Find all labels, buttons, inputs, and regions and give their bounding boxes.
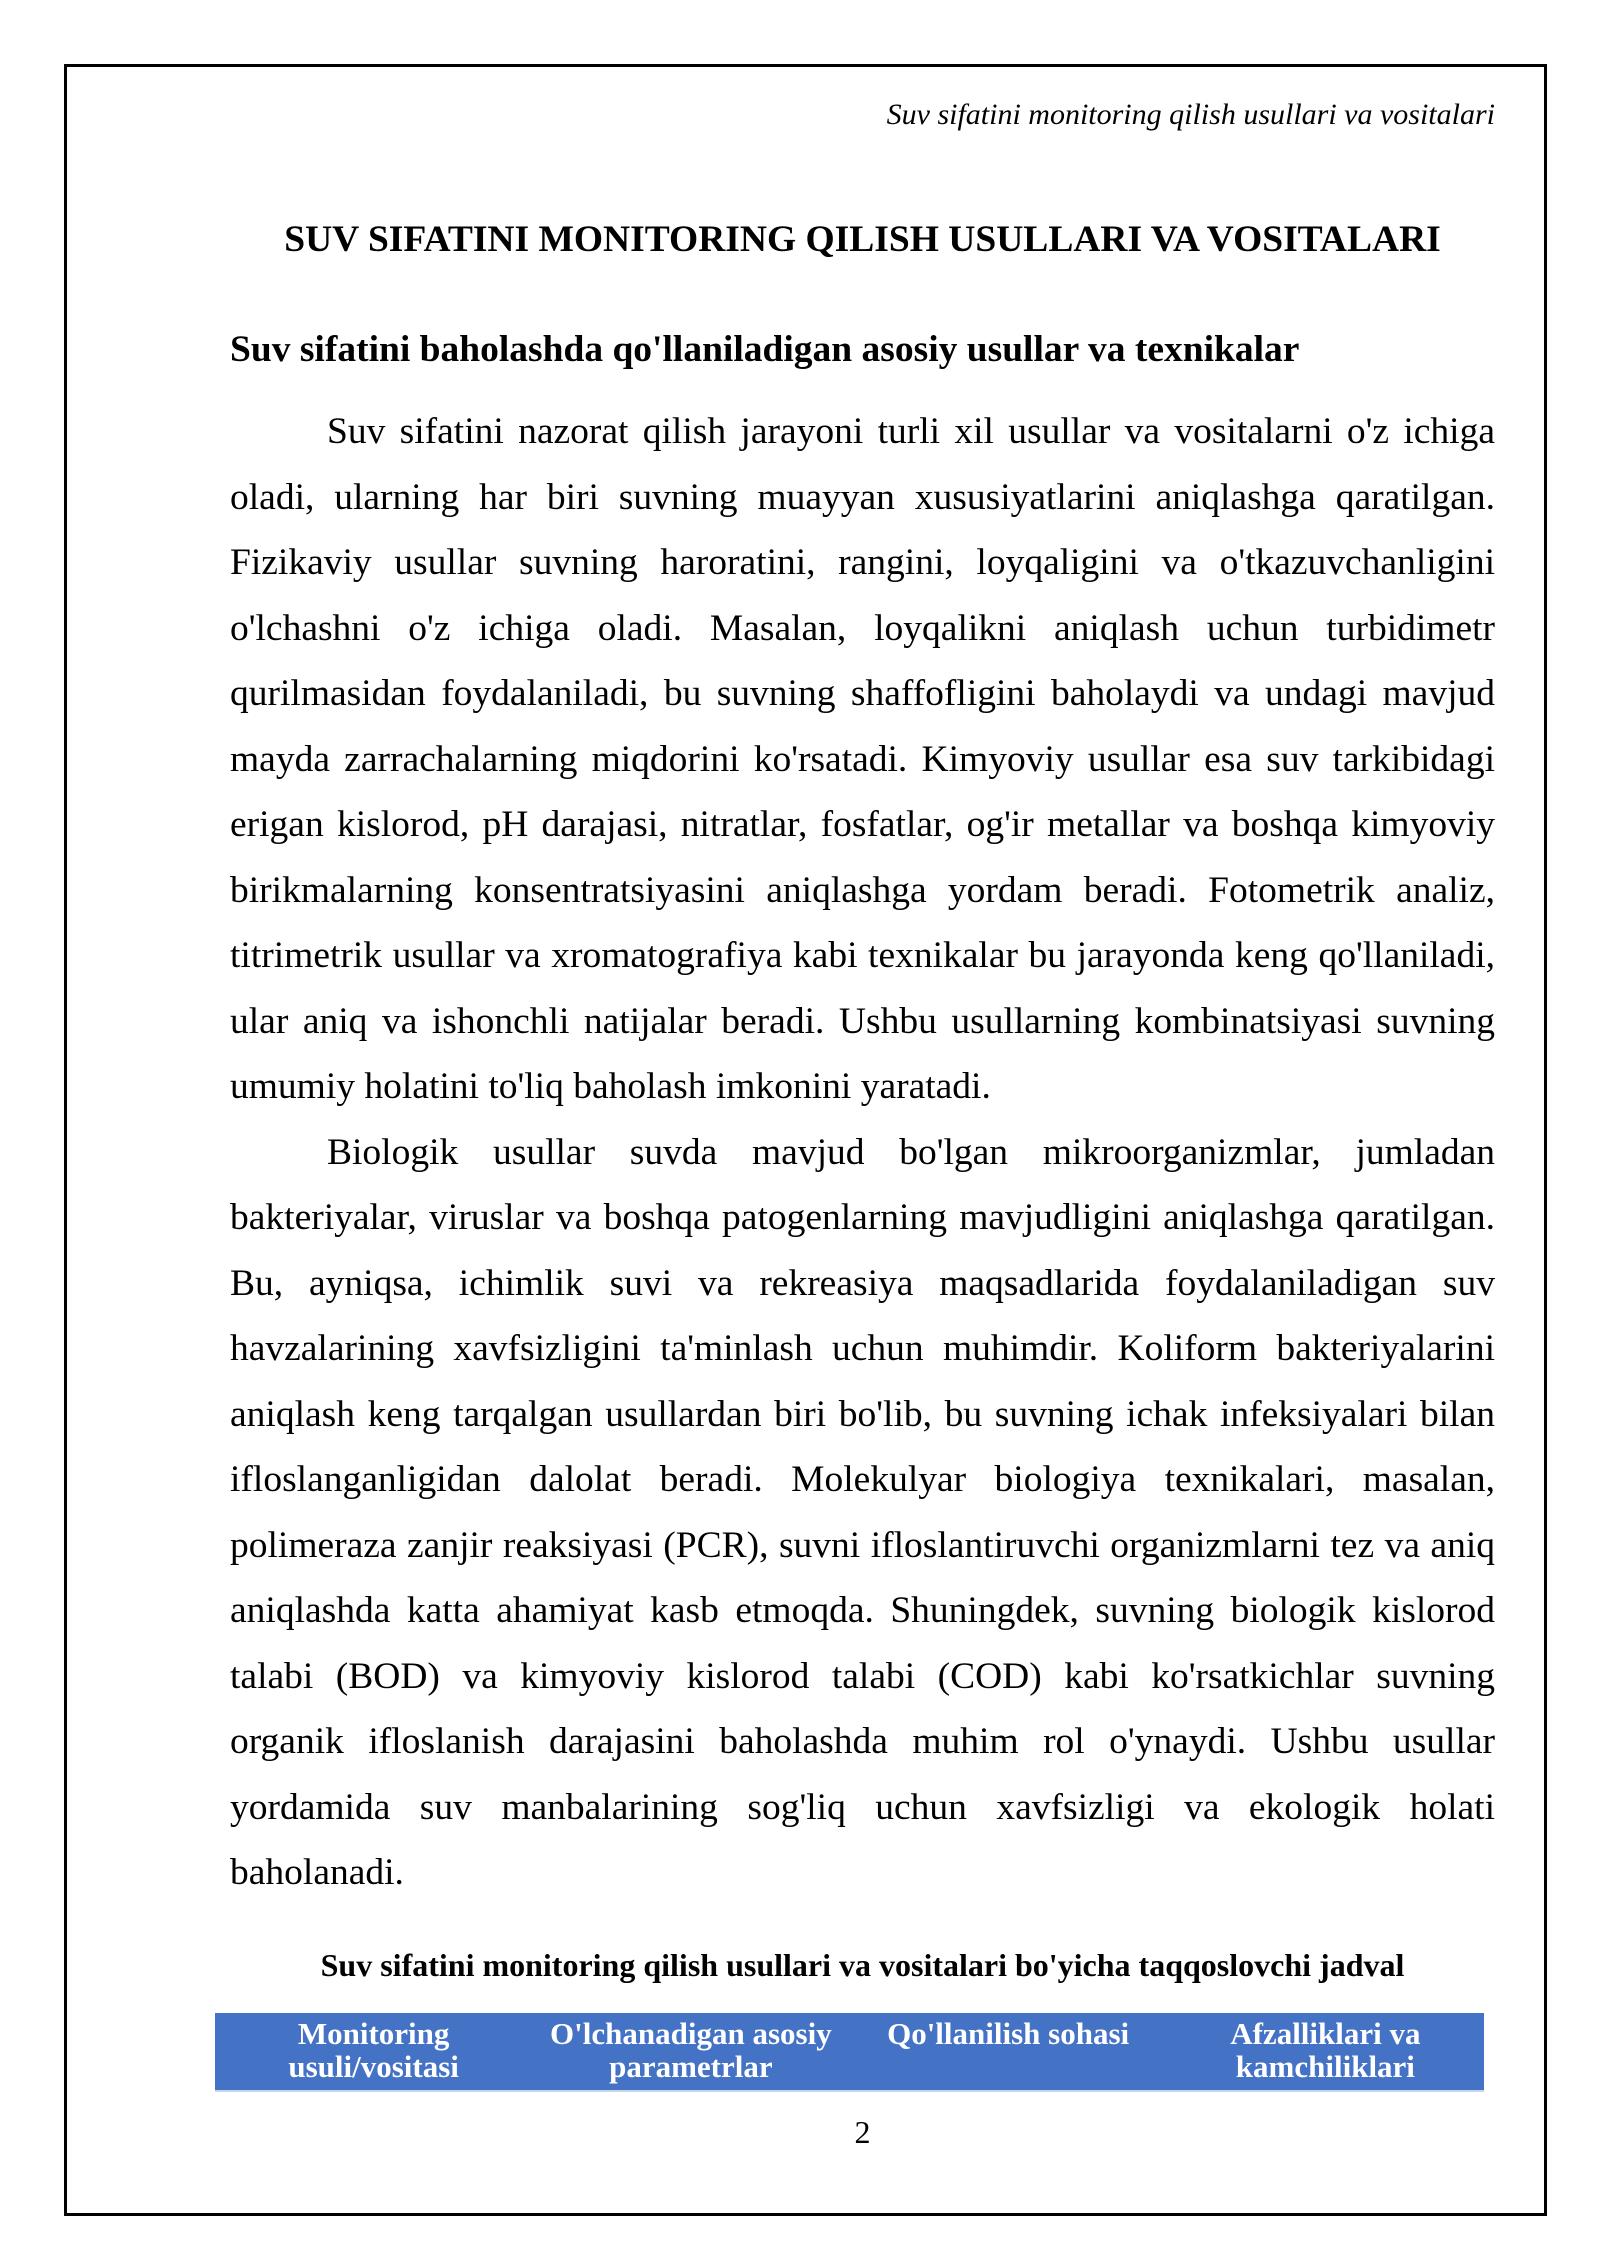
- running-header: Suv sifatini monitoring qilish usullari va vositalari: [886, 98, 1495, 131]
- document-title: SUV SIFATINI MONITORING QILISH USULLARI VA VOSITALARI: [284, 219, 1441, 260]
- body-paragraph-physical-chemical-methods: Suv sifatini nazorat qilish jarayoni turli xil usullar va vositalarni o'z ichiga oladi, ularning har biri suvning muayyan xususiyatlarini aniqlashga qaratilgan. Fizikaviy usullar suvning haroratini, rangini, loyqaligini va o'tkazuvchanligini o'lchashni o'z ichiga oladi. Masalan, loyqalikni aniqlash uchun turbidimetr qurilmasidan foydalaniladi, bu suvning shaffofligini baholaydi va undagi mavjud mayda zarrachalarning miqdorini ko'rsatadi. Kimyoviy usullar esa suv tarkibidagi erigan kislorod, pH darajasi, nitratlar, fosfatlar, og'ir metallar va boshqa kimyoviy birikmalarning konsentratsiyasini aniqlashga yordam beradi. Fotometrik analiz, titrimetrik usullar va xromatografiya kabi texnikalar bu jarayonda keng qo'llaniladi, ular aniq va ishonchli natijalar beradi. Ushbu usullarning kombinatsiyasi suvning umumiy holatini to'liq baholash imkonini yaratadi.: [230, 411, 1495, 1107]
- table-caption: Suv sifatini monitoring qilish usullari va vositalari bo'yicha taqqoslovchi jadval: [320, 1946, 1405, 1983]
- column-header-method: Monitoring usuli/vositasi: [215, 2013, 532, 2090]
- table-header: [215, 2013, 1484, 2090]
- table-header-row: [215, 2013, 1484, 2090]
- document-body: [230, 399, 1495, 2090]
- column-header-application-area: Qo'llanilish sohasi: [850, 2013, 1167, 2090]
- body-paragraph-biological-methods: Biologik usullar suvda mavjud bo'lgan mikroorganizmlar, jumladan bakteriyalar, viruslar va boshqa patogenlarning mavjudligini aniqlashga qaratilgan. Bu, ayniqsa, ichimlik suvi va rekreasiya maqsadlarida foydalaniladigan suv havzalarining xavfsizligini ta'minlash uchun muhimdir. Koliform bakteriyalarini aniqlash keng tarqalgan usullardan biri bo'lib, bu suvning ichak infeksiyalari bilan ifloslanganligidan dalolat beradi. Molekulyar biologiya texnikalari, masalan, polimeraza zanjir reaksiyasi (PCR), suvni ifloslantiruvchi organizmlarni tez va aniq aniqlashda katta ahamiyat kasb etmoqda. Shuningdek, suvning biologik kislorod talabi (BOD) va kimyoviy kislorod talabi (COD) kabi ko'rsatkichlar suvning organik ifloslanish darajasini baholashda muhim rol o'ynaydi. Ushbu usullar yordamida suv manbalarining sog'liq uchun xavfsizligi va ekologik holati baholanadi.: [230, 1131, 1495, 1893]
- page-number: 2: [854, 2114, 871, 2150]
- comparison-table: [215, 2013, 1484, 2090]
- column-header-pros-cons: Afzalliklari va kamchiliklari: [1167, 2013, 1484, 2090]
- column-header-parameters: O'lchanadigan asosiy parametrlar: [532, 2013, 849, 2090]
- section-heading: Suv sifatini baholashda qo'llaniladigan asosiy usullar va texnikalar: [230, 329, 1300, 370]
